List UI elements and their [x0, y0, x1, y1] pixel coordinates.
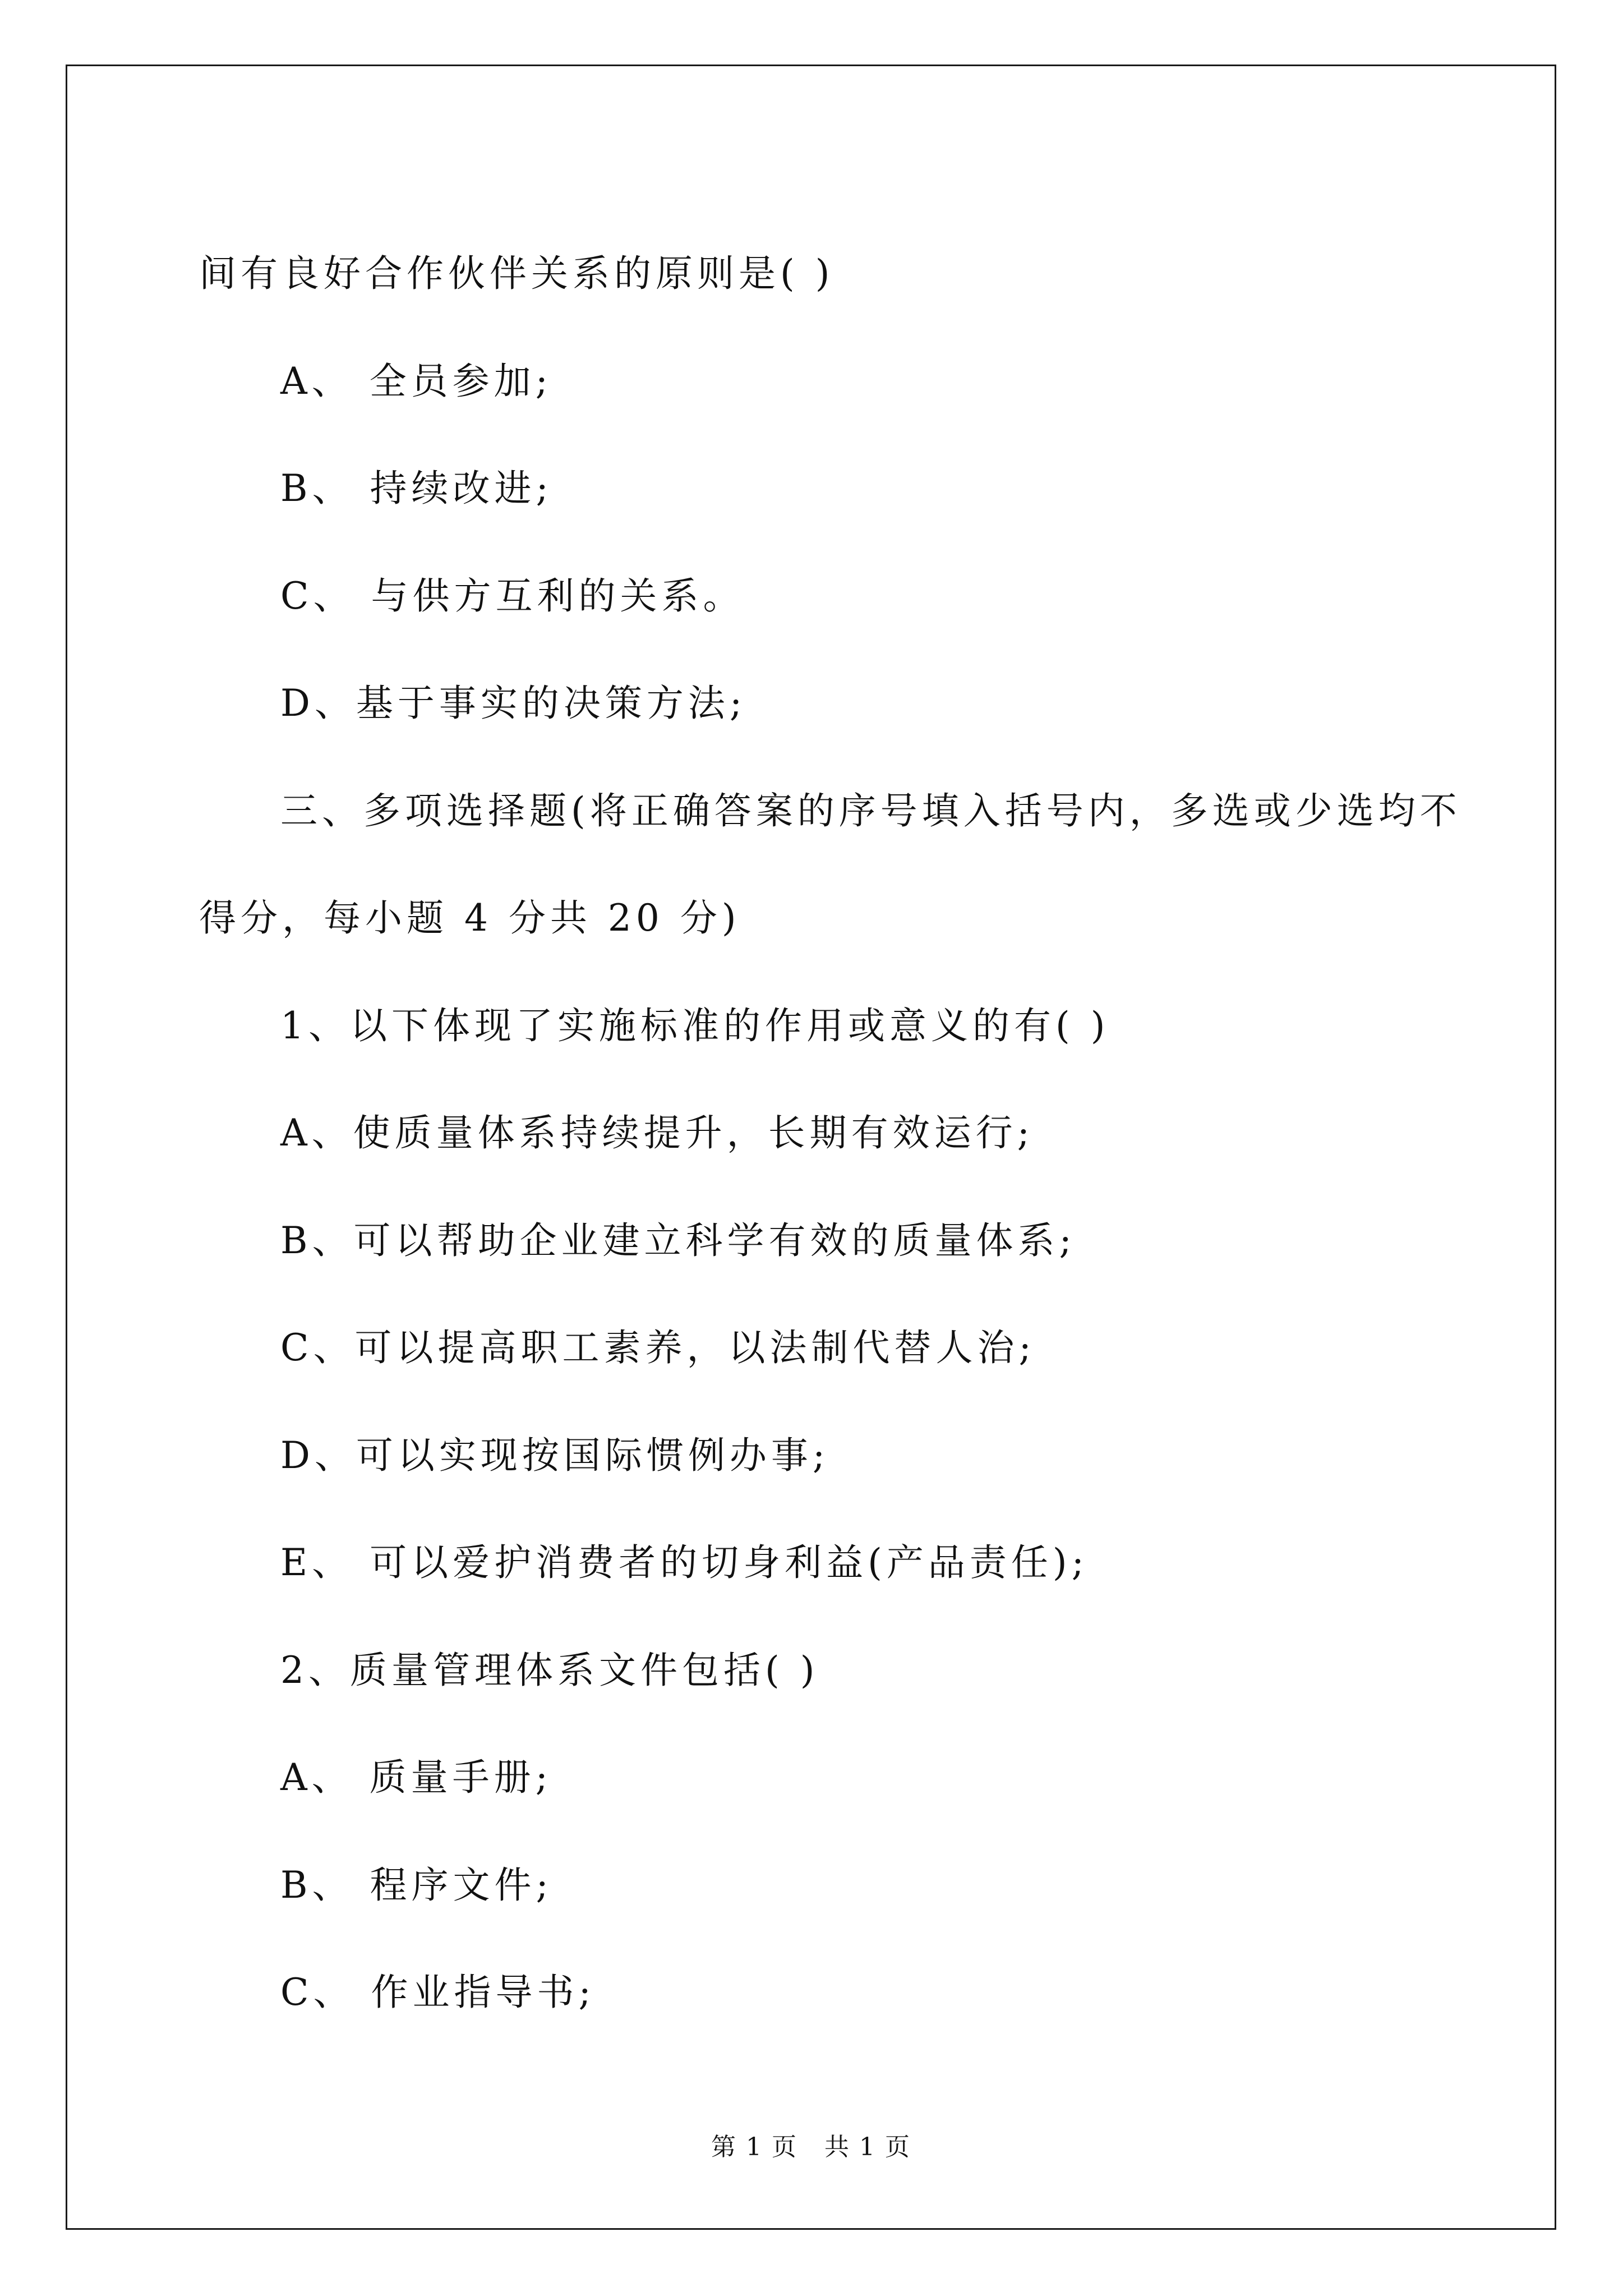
question-line: 1、以下体现了实施标准的作用或意义的有( )	[280, 1004, 1110, 1047]
text-line: 得分，每小题 4 分共 20 分)	[199, 896, 741, 940]
option-line: A、 质量手册;	[280, 1756, 552, 1799]
option-line: C、 与供方互利的关系。	[280, 574, 745, 618]
page-frame	[66, 65, 1556, 2230]
document-body	[67, 66, 1555, 2228]
option-line: B、可以帮助企业建立科学有效的质量体系;	[280, 1219, 1076, 1262]
page-footer: 第 1 页 共 1 页	[711, 2133, 911, 2161]
option-line: D、可以实现按国际惯例办事;	[280, 1434, 830, 1477]
section-heading: 三、多项选择题(将正确答案的序号填入括号内，多选或少选均不	[280, 789, 1461, 832]
option-line: A、使质量体系持续提升，长期有效运行;	[280, 1111, 1034, 1154]
question-line: 2、质量管理体系文件包括( )	[280, 1649, 819, 1692]
text-line: 间有良好合作伙伴关系的原则是( )	[199, 252, 834, 295]
option-line: A、 全员参加;	[280, 360, 552, 403]
option-line: B、 程序文件;	[280, 1864, 553, 1907]
option-line: D、基于事实的决策方法;	[280, 682, 747, 725]
option-line: E、 可以爱护消费者的切身利益(产品责任);	[280, 1541, 1089, 1584]
option-line: C、 作业指导书;	[280, 1971, 596, 2014]
option-line: B、 持续改进;	[280, 467, 553, 510]
option-line: C、可以提高职工素养，以法制代替人治;	[280, 1326, 1036, 1369]
